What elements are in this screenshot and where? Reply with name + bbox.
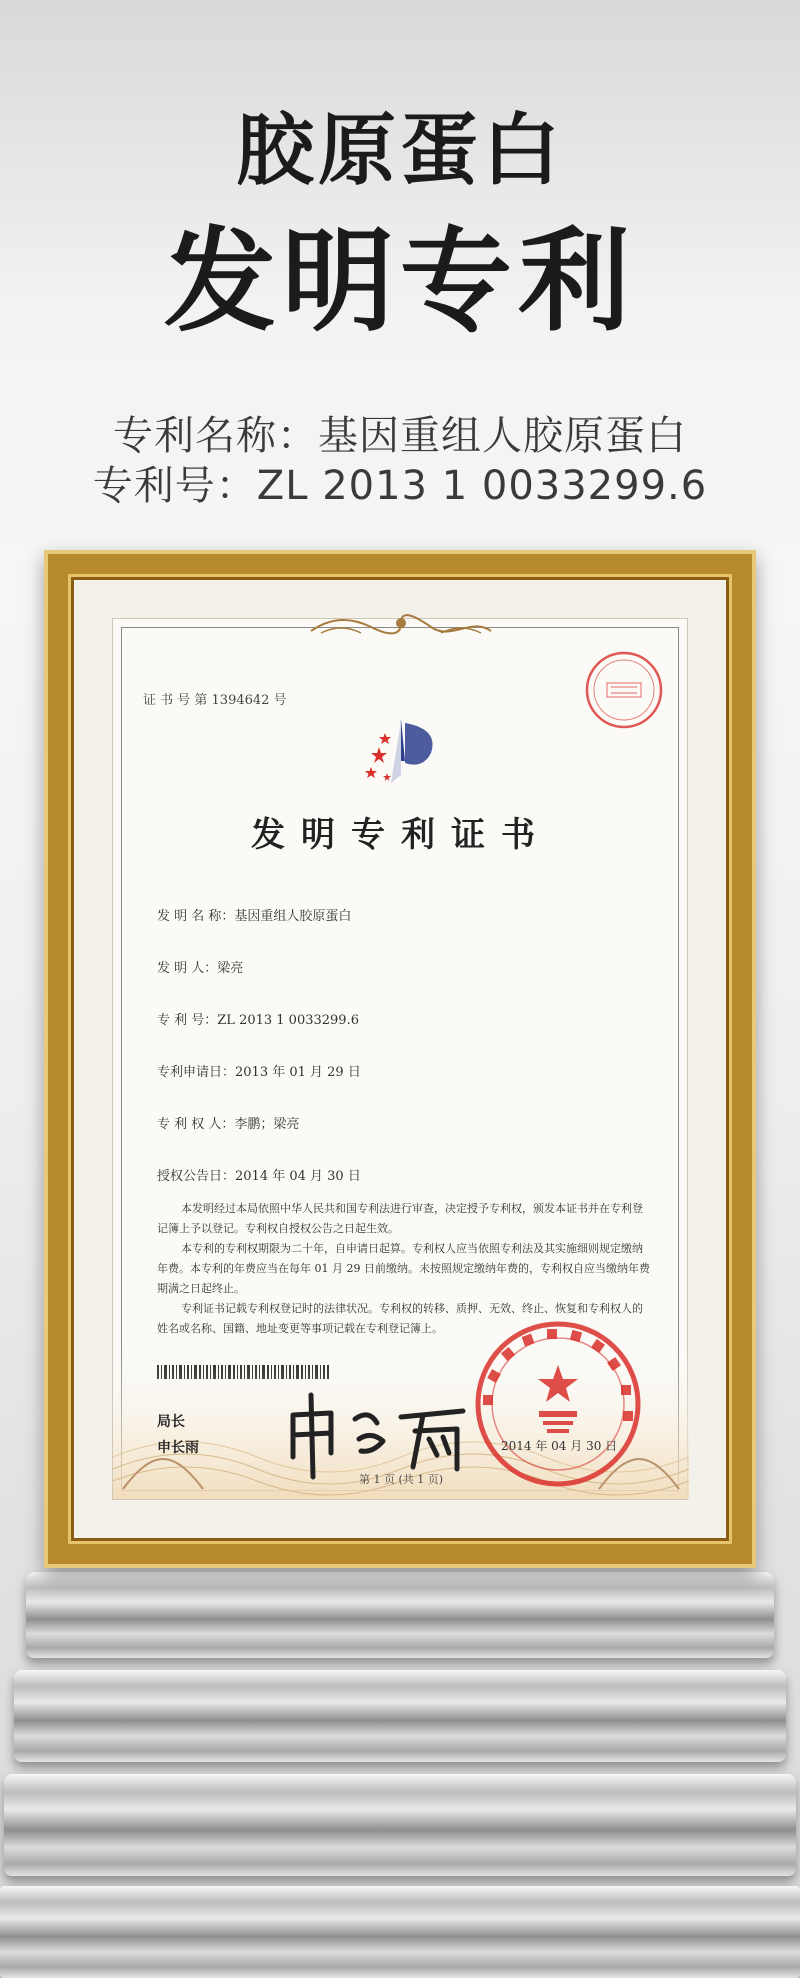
patent-office-logo-icon	[361, 713, 441, 789]
invention-name-field: 发 明 名 称：基因重组人胶原蛋白	[157, 909, 352, 924]
podium-step	[14, 1670, 786, 1762]
certificate-paragraph: 专利证书记载专利权登记时的法律状况。专利权的转移、质押、无效、终止、恢复和专利权人的姓名或名称、国籍、地址变更等事项记载在专利登记簿上。	[157, 1302, 643, 1335]
patent-name-line: 专利名称：基因重组人胶原蛋白	[113, 413, 687, 459]
filing-date-field: 专利申请日：2013 年 01 月 29 日	[157, 1065, 361, 1080]
patent-number-field: 专 利 号：ZL 2013 1 0033299.6	[157, 1013, 359, 1028]
podium-step	[0, 1886, 800, 1978]
patentee-field: 专 利 权 人：李鹏；梁亮	[157, 1117, 300, 1132]
certificate-title: 发明专利证书	[251, 815, 551, 855]
patent-certificate	[112, 618, 688, 1500]
hero-title-line2: 发明专利	[164, 217, 636, 347]
certificate-paragraph: 本发明经过本局依照中华人民共和国专利法进行审查，决定授予专利权，颁发本证书并在专利登记簿上予以登记。专利权自授权公告之日起生效。	[157, 1202, 643, 1235]
certificate-number: 证 书 号 第 1394642 号	[143, 693, 287, 708]
certificate-paragraph: 本专利的专利权期限为二十年，自申请日起算。专利权人应当依照专利法及其实施细则规定缴纳年费。本专利的年费应当在每年 01 月 29 日前缴纳。未按照规定缴纳年费的，专利权自应当缴纳年费期满之日起终止。	[157, 1242, 650, 1295]
podium-step	[4, 1774, 796, 1876]
podium-step	[26, 1572, 774, 1658]
inventor-field: 发 明 人：梁亮	[157, 961, 244, 976]
ornament-icon	[301, 613, 501, 639]
page-number: 第 1 页 (共 1 页)	[358, 1473, 444, 1486]
hero-title-line1: 胶原蛋白	[235, 106, 564, 196]
director-name: 申长雨	[157, 1440, 199, 1456]
grant-date-field: 授权公告日：2014 年 04 月 30 日	[157, 1169, 361, 1184]
small-red-seal-icon	[583, 649, 665, 731]
certificate-body	[157, 1199, 653, 1339]
director-title: 局长	[157, 1414, 185, 1430]
certificate-frame	[44, 550, 756, 1568]
patent-number-line: 专利号：ZL 2013 1 0033299.6	[92, 463, 708, 509]
silver-podium	[0, 1560, 800, 1978]
seal-date: 2014 年 04 月 30 日	[501, 1439, 618, 1453]
national-ip-office-seal-icon	[473, 1319, 643, 1489]
